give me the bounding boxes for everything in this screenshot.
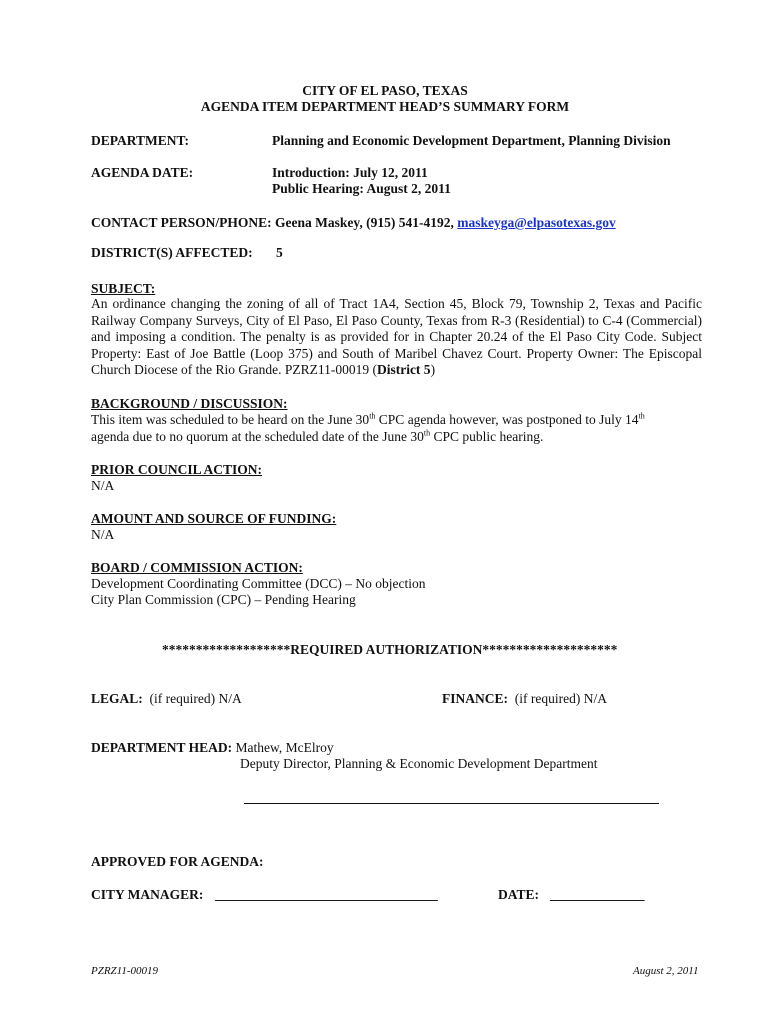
- board-line-2: City Plan Commission (CPC) – Pending Hearing: [91, 592, 356, 607]
- subject-heading: SUBJECT:: [91, 281, 156, 296]
- finance-value: (if required) N/A: [514, 691, 607, 706]
- department-head-title: Deputy Director, Planning & Economic Development Department: [240, 756, 598, 771]
- department-head-line: [91, 740, 334, 756]
- city-manager-signature-line: _________________________________: [215, 887, 438, 902]
- finance-line: [442, 691, 607, 707]
- date-label: DATE:: [498, 887, 540, 902]
- board-heading: BOARD / COMMISSION ACTION:: [91, 560, 303, 575]
- contact-line: [91, 215, 616, 231]
- contact-value: Geena Maskey, (915) 541-4192,: [275, 215, 454, 230]
- department-head-label: DEPARTMENT HEAD:: [91, 740, 233, 755]
- department-head-name: Mathew, McElroy: [235, 740, 334, 755]
- prior-council-heading: PRIOR COUNCIL ACTION:: [91, 462, 263, 477]
- subject-district: District 5: [376, 362, 431, 377]
- background-line-1: This item was scheduled to be heard on the June 30th CPC agenda however, was postponed to July 14th: [91, 411, 645, 427]
- district-value: 5: [276, 245, 283, 260]
- department-label: DEPARTMENT:: [91, 133, 190, 148]
- board-line-1: Development Coordinating Committee (DCC) – No objection: [91, 576, 426, 591]
- date-line: ______________: [550, 887, 645, 902]
- city-manager-label: CITY MANAGER:: [91, 887, 204, 902]
- finance-label: FINANCE:: [442, 691, 508, 706]
- required-authorization-banner: *******************REQUIRED AUTHORIZATION********************: [162, 642, 618, 657]
- background-heading: BACKGROUND / DISCUSSION:: [91, 396, 288, 411]
- agenda-date-label: AGENDA DATE:: [91, 165, 194, 180]
- subject-close: ): [430, 362, 436, 377]
- funding-heading: AMOUNT AND SOURCE OF FUNDING:: [91, 511, 337, 526]
- contact-email-link[interactable]: maskeyga@elpasotexas.gov: [457, 215, 616, 230]
- legal-value: (if required) N/A: [149, 691, 242, 706]
- department-value: Planning and Economic Development Department, Planning Division: [272, 133, 671, 148]
- approved-for-agenda-label: APPROVED FOR AGENDA:: [91, 854, 264, 869]
- funding-value: N/A: [91, 527, 115, 542]
- contact-label: CONTACT PERSON/PHONE:: [91, 215, 272, 230]
- legal-label: LEGAL:: [91, 691, 143, 706]
- background-line-2: agenda due to no quorum at the scheduled date of the June 30th CPC public hearing.: [91, 428, 544, 444]
- public-hearing-date: Public Hearing: August 2, 2011: [272, 181, 451, 196]
- introduction-date: Introduction: July 12, 2011: [272, 165, 428, 180]
- footer-date: August 2, 2011: [633, 965, 699, 977]
- signature-line: [244, 803, 659, 804]
- footer-case-number: PZRZ11-00019: [91, 965, 159, 977]
- subject-text: [91, 296, 702, 379]
- subject-body: An ordinance changing the zoning of all of Tract 1A4, Section 45, Block 79, Township 2, Texas and Pacific Railway Company Surveys, City of El Paso, El Paso County, Texas from R-3 (Residential) to C-4 (Commercial) and imposing a condition. The penalty is as provided for in Chapter 20.24 of the El Paso City Code. Subject Property: East of Joe Battle (Loop 375) and South of Maribel Chavez Court. Property Owner: The Episcopal Church Diocese of the Rio Grande. PZRZ11-00019 (: [91, 296, 702, 377]
- form-title: AGENDA ITEM DEPARTMENT HEAD’S SUMMARY FORM: [200, 99, 570, 114]
- legal-line: [91, 691, 242, 707]
- prior-council-value: N/A: [91, 478, 115, 493]
- district-label: DISTRICT(S) AFFECTED:: [91, 245, 253, 260]
- form-city-title: CITY OF EL PASO, TEXAS: [302, 83, 468, 98]
